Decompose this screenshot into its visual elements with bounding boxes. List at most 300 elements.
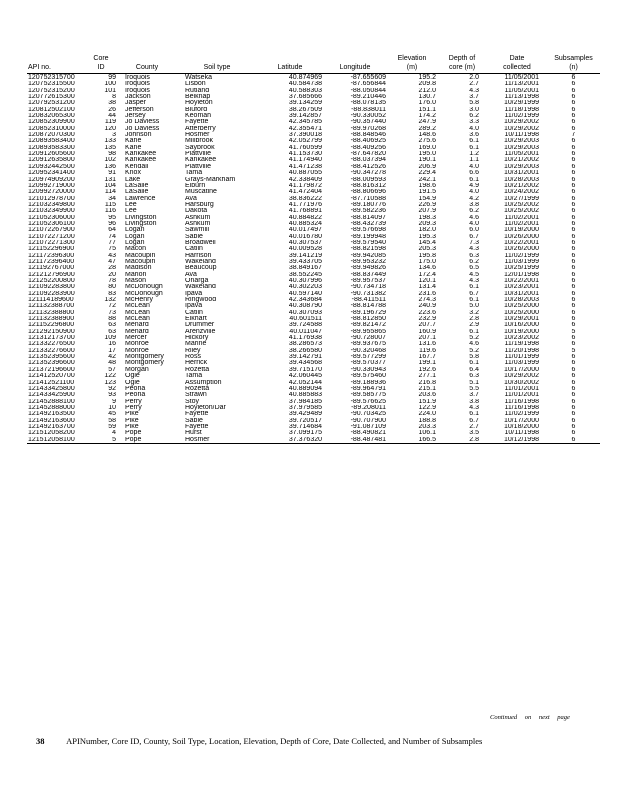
cell-latitude: 40.588303 [288, 87, 322, 94]
cell-core-id: 109 [104, 335, 116, 342]
cell-longitude: -87.710588 [350, 195, 386, 202]
cell-depth-of-core: 4.9 [469, 182, 479, 189]
cell-county: Iroquois [125, 74, 150, 81]
cell-county: Livingston [125, 214, 157, 221]
cell-subsamples: 6 [571, 423, 576, 430]
cell-date-collected: 11/02/1999 [504, 411, 539, 418]
cell-date-collected: 10/19/2000 [503, 328, 539, 335]
cell-depth-of-core: 4.3 [469, 87, 479, 94]
cell-county: Macoupin [125, 252, 156, 259]
cell-api-no: 121192767000 [28, 265, 75, 272]
cell-depth-of-core: 2.0 [469, 74, 479, 81]
cell-core-id: 92 [108, 385, 116, 392]
cell-longitude: -90.728007 [350, 335, 386, 342]
cell-subsamples: 6 [571, 227, 576, 234]
cell-latitude: 40.887055 [288, 170, 322, 177]
cell-soil-type: Ashkum [185, 220, 211, 227]
cell-elevation: 207.9 [418, 208, 436, 215]
cell-date-collected: 11/03/1999 [504, 258, 539, 265]
cell-county: McDonough [125, 284, 163, 291]
cell-date-collected: 10/12/1998 [487, 437, 547, 444]
cell-soil-type: Muscatine [185, 189, 217, 196]
cell-soil-type: Catlin [185, 246, 203, 253]
cell-subsamples: 6 [571, 119, 576, 126]
cell-api-no: 120852310000 [28, 125, 75, 132]
cell-core-id: 73 [108, 309, 116, 316]
cell-elevation: 203.6 [418, 392, 436, 399]
cell-elevation: 167.7 [418, 354, 436, 361]
cell-latitude: 37.685666 [288, 94, 322, 101]
cell-elevation: 231.6 [418, 290, 436, 297]
cell-latitude: 40.307996 [288, 278, 322, 284]
cell-depth-of-core: 3.7 [469, 392, 479, 399]
cell-depth-of-core: 4.2 [469, 195, 479, 202]
cell-core-id: 26 [108, 106, 116, 113]
cell-soil-type: Elkhart [185, 316, 207, 323]
cell-county: Madison [125, 265, 152, 272]
cell-depth-of-core: 6.2 [469, 208, 479, 215]
cell-api-no: 121512058100 [27, 437, 85, 444]
column-header-latitude [257, 55, 323, 64]
cell-api-no: 121332276500 [28, 341, 75, 348]
cell-longitude: -89.955865 [350, 328, 386, 335]
cell-elevation: 274.3 [418, 297, 436, 304]
cell-date-collected: 10/16/2000 [503, 322, 539, 329]
cell-longitude: -91.087109 [350, 423, 386, 430]
cell-county: Pope [117, 437, 177, 444]
cell-soil-type: Ava [185, 271, 197, 278]
cell-county: Macoupin [125, 258, 156, 265]
cell-date-collected: 10/29/2001 [503, 316, 539, 323]
cell-api-no: 120872070300 [28, 132, 75, 139]
cell-longitude: -88.078135 [350, 100, 386, 107]
cell-soil-type: Catlin [185, 309, 203, 316]
cell-depth-of-core: 3.3 [469, 119, 479, 126]
cell-longitude: -88.490821 [350, 430, 386, 437]
cell-soil-type: Stoy [185, 398, 200, 405]
cell-date-collected: 12/01/1998 [503, 271, 539, 278]
cell-date-collected: 10/23/2001 [503, 284, 539, 291]
cell-core-id: 38 [108, 100, 116, 107]
cell-soil-type: Elburn [185, 182, 206, 189]
cell-elevation: 224.0 [418, 411, 436, 418]
cell-county: Ogle [125, 373, 140, 380]
cell-date-collected: 10/29/2003 [503, 144, 539, 151]
cell-subsamples: 6 [571, 265, 576, 272]
cell-depth-of-core: 6.5 [469, 265, 479, 272]
cell-api-no: 121352395600 [28, 354, 75, 361]
cell-latitude: 41.176938 [288, 335, 322, 342]
header-row [27, 55, 600, 64]
cell-soil-type: Fayette [185, 119, 209, 126]
column-header-elevation: (m) [387, 64, 437, 74]
cell-longitude: -89.949826 [350, 265, 386, 272]
cell-longitude: -90.330052 [350, 113, 386, 120]
cell-county: Pope [125, 430, 142, 437]
cell-latitude: 42.345785 [288, 119, 322, 126]
column-header-county: County [117, 64, 177, 74]
cell-county: Lawrence [125, 195, 156, 202]
cell-elevation: 247.9 [418, 119, 436, 126]
cell-latitude: 40.011047 [289, 328, 322, 335]
cell-core-id: 104 [104, 182, 116, 189]
cell-subsamples: 6 [571, 246, 576, 253]
cell-county: Kankakee [125, 151, 157, 158]
column-header-date-collected: Date [509, 55, 525, 62]
cell-county: Peoria [125, 392, 146, 399]
cell-county: Peoria [125, 385, 146, 392]
cell-depth-of-core: 2.9 [469, 322, 479, 329]
cell-depth-of-core: 4.5 [469, 271, 479, 278]
cell-county: Knox [125, 170, 141, 177]
cell-latitude: 38.266580 [288, 347, 322, 354]
cell-depth-of-core: 6.1 [469, 360, 479, 367]
cell-longitude: -89.575460 [350, 373, 386, 380]
cell-date-collected: 10/29/2002 [503, 125, 539, 132]
cell-core-id: 116 [104, 208, 116, 215]
cell-latitude: 40.307093 [288, 309, 322, 316]
cell-soil-type: Hurst [185, 430, 202, 437]
cell-subsamples: 5 [571, 328, 576, 335]
cell-soil-type: Arenzville [185, 328, 216, 335]
cell-date-collected: 10/17/2000 [503, 366, 539, 373]
cell-county: Pike [125, 411, 139, 418]
cell-latitude: 39.142857 [288, 113, 322, 120]
cell-subsamples: 6 [571, 151, 576, 158]
cell-county: Iroquois [125, 81, 150, 88]
cell-soil-type: Bluford [185, 106, 208, 113]
cell-latitude: 42.052799 [288, 138, 322, 145]
cell-api-no: 121412520700 [28, 373, 75, 380]
cell-depth-of-core: 6.1 [469, 328, 479, 335]
cell-county: Logan [125, 227, 145, 234]
cell-date-collected: 10/25/2002 [503, 201, 539, 208]
cell-longitude: -90.734718 [350, 284, 386, 291]
column-header-depth-of-core: core (m) [437, 64, 487, 74]
cell-date-collected: 11/02/2001 [504, 220, 539, 227]
cell-elevation: 175.0 [418, 258, 436, 265]
cell-soil-type: Sawmill [185, 227, 210, 234]
cell-date-collected: 11/05/2001 [504, 74, 539, 81]
cell-latitude: 39.434568 [288, 360, 322, 367]
cell-core-id: 20 [108, 271, 116, 278]
cell-subsamples: 6 [571, 271, 576, 278]
cell-depth-of-core: 3.5 [469, 430, 479, 437]
cell-depth-of-core: 6.2 [469, 113, 479, 120]
cell-core-id: 102 [104, 157, 116, 164]
cell-core-id: 123 [104, 379, 116, 386]
cell-api-no: 121152296900 [28, 246, 75, 253]
cell-latitude: 42.343684 [288, 297, 322, 304]
table-caption: APINumber, Core ID, County, Soil Type, Location, Elevation, Depth of Core, Date Collected, and Number of Subsamples [66, 736, 483, 746]
cell-longitude: -88.838011 [351, 106, 386, 113]
cell-county: Perry [125, 398, 142, 405]
cell-longitude: -88.814788 [350, 303, 386, 310]
cell-latitude: 39.720517 [288, 417, 322, 424]
cell-county: Lee [125, 201, 137, 208]
cell-latitude: 39.715170 [288, 366, 322, 373]
cell-longitude: -89.576625 [350, 398, 386, 405]
cell-elevation: 277.1 [418, 373, 436, 380]
cell-depth-of-core: 3.0 [469, 106, 479, 113]
cell-elevation: 209.3 [418, 220, 436, 227]
cell-longitude: -88.050844 [350, 87, 386, 94]
cell-latitude: 40.308790 [288, 303, 322, 310]
table-row [27, 74, 600, 82]
cell-api-no: 120812502100 [28, 106, 75, 113]
cell-core-id: 28 [108, 265, 116, 272]
cell-latitude: 39.714684 [288, 423, 322, 430]
cell-elevation: 199.1 [418, 360, 436, 367]
cell-county: Jersey [125, 113, 146, 120]
cell-longitude: -87.656844 [350, 81, 386, 88]
cell-latitude: 40.885324 [288, 220, 322, 227]
column-header-elevation: Elevation [397, 55, 427, 62]
cell-soil-type: Strawn [185, 392, 207, 399]
cell-elevation: 148.6 [418, 132, 436, 139]
cell-county: Montgomery [125, 354, 164, 361]
cell-core-id: 59 [108, 423, 116, 430]
cell-latitude: 42.052144 [288, 379, 322, 386]
cell-api-no: 120852309900 [28, 119, 75, 126]
cell-elevation: 120.1 [418, 278, 436, 284]
cell-longitude: -90.731382 [350, 290, 386, 297]
column-header-depth-of-core: Depth of [448, 55, 476, 62]
cell-elevation: 188.8 [418, 417, 436, 424]
cell-elevation: 229.4 [418, 170, 436, 177]
cell-latitude: 42.338409 [288, 176, 322, 183]
cell-date-collected: 10/22/2001 [503, 239, 539, 246]
cell-elevation: 154.9 [418, 195, 436, 202]
cell-latitude: 38.286573 [288, 341, 322, 348]
cell-core-id: 3 [112, 132, 116, 139]
cell-core-id: 48 [108, 360, 116, 367]
cell-api-no: 121132388700 [28, 303, 75, 310]
cell-subsamples: 6 [571, 309, 576, 316]
cell-api-no: 121352396600 [28, 360, 75, 367]
cell-subsamples: 6 [571, 106, 576, 113]
cell-depth-of-core: 6.1 [469, 176, 479, 183]
cell-core-id: 115 [104, 201, 116, 208]
cell-county: Marion [125, 271, 147, 278]
cell-subsamples: 6 [571, 176, 576, 183]
cell-county: Morgan [125, 366, 149, 373]
cell-soil-type: Hoyleton/Dar [185, 404, 226, 411]
cell-county: Lake [125, 176, 141, 183]
cell-depth-of-core: 4.3 [469, 278, 479, 284]
cell-county: Pike [125, 417, 139, 424]
cell-core-id: 72 [108, 303, 116, 310]
cell-api-no: 120832065300 [28, 113, 75, 120]
cell-county: Lee [125, 208, 137, 215]
cell-depth-of-core: 4.6 [469, 214, 479, 221]
cell-api-no: 121332276600 [28, 347, 75, 354]
cell-api-no: 121372196600 [28, 366, 75, 373]
cell-api-no: 121072271300 [28, 239, 75, 246]
cell-subsamples: 6 [571, 100, 576, 107]
cell-depth-of-core: 3.7 [469, 94, 479, 101]
column-header-core-id: ID [85, 64, 117, 74]
cell-date-collected: 10/25/2000 [503, 303, 539, 310]
continued-note: Continued on next page [490, 714, 570, 721]
cell-date-collected: 11/01/2001 [504, 392, 539, 399]
cell-date-collected: 11/16/1998 [504, 404, 539, 411]
cell-latitude: 37.099175 [288, 430, 322, 437]
cell-subsamples: 6 [571, 385, 576, 392]
cell-core-id: 10 [108, 404, 116, 411]
cell-county: McLean [125, 303, 150, 310]
cell-soil-type: Ipava [185, 303, 203, 310]
cell-core-id: 63 [108, 328, 116, 335]
cell-elevation: 151.1 [418, 106, 436, 113]
cell-date-collected: 11/02/1999 [504, 113, 539, 120]
cell-county: Mason [125, 278, 147, 284]
cell-elevation: 106.1 [418, 430, 436, 437]
cell-longitude: -90.330943 [350, 366, 386, 373]
cell-county: Ogle [125, 379, 140, 386]
cell-soil-type: Ringwood [185, 297, 217, 304]
column-header-api-no: API no. [27, 64, 85, 74]
cell-latitude: 39.429489 [288, 411, 322, 418]
cell-latitude: 38.552245 [288, 271, 322, 278]
cell-core-id: 16 [108, 341, 116, 348]
cell-date-collected: 11/05/2001 [504, 151, 539, 158]
cell-api-no: 120932442500 [28, 163, 75, 170]
cell-county: Menard [125, 328, 149, 335]
cell-longitude: -90.703425 [350, 411, 386, 418]
cell-elevation: 240.9 [418, 303, 436, 310]
cell-depth-of-core: 3.8 [469, 201, 479, 208]
cell-latitude: 40.884822 [288, 214, 322, 221]
cell-elevation: 191.5 [418, 189, 436, 196]
cell-elevation: 122.9 [418, 404, 436, 411]
cell-county: Iroquois [125, 87, 150, 94]
cell-api-no: 120792531200 [28, 100, 75, 107]
cell-depth-of-core: 6.0 [469, 227, 479, 234]
cell-date-collected: 10/21/2002 [503, 157, 539, 164]
cell-elevation: 212.0 [418, 87, 436, 94]
cell-api-no: 121072267900 [28, 227, 75, 234]
cell-depth-of-core: 6.1 [469, 144, 479, 151]
cell-depth-of-core: 3.8 [469, 398, 479, 405]
cell-api-no: 121452888000 [28, 404, 75, 411]
cell-date-collected: 11/19/1998 [504, 341, 539, 348]
cell-longitude: -89.210446 [350, 94, 386, 101]
cell-county: Mercer [125, 335, 147, 342]
cell-soil-type: Fayette [185, 423, 209, 430]
cell-county: McLean [125, 316, 150, 323]
cell-latitude: 40.889094 [288, 385, 322, 392]
cell-date-collected: 10/26/2000 [503, 233, 539, 240]
cell-api-no: 121072271200 [28, 233, 75, 240]
cell-api-no: 121412521100 [28, 379, 75, 386]
cell-latitude: 41.471238 [288, 163, 322, 170]
cell-core-id: 42 [108, 354, 116, 361]
cell-depth-of-core: 4.3 [469, 404, 479, 411]
cell-soil-type: Rozetta [185, 366, 210, 373]
cell-api-no: 120992719000 [28, 182, 75, 189]
cell-depth-of-core: 6.3 [469, 373, 479, 380]
cell-subsamples: 6 [571, 373, 576, 380]
cell-subsamples: 6 [571, 220, 576, 227]
cell-subsamples: 6 [571, 74, 576, 81]
cell-subsamples: 6 [571, 182, 576, 189]
cell-county: Perry [125, 404, 142, 411]
cell-api-no: 121092283800 [28, 284, 75, 291]
cell-soil-type: Ashkum [185, 214, 211, 221]
cell-latitude: 37.984185 [288, 398, 322, 405]
cell-date-collected: 10/25/2000 [503, 309, 539, 316]
cell-soil-type: Keomah [185, 113, 212, 120]
cell-latitude: 40.302203 [288, 284, 322, 291]
cell-api-no: 121114189600 [28, 297, 74, 304]
cell-elevation: 131.4 [418, 284, 436, 291]
cell-soil-type: Sable [185, 417, 203, 424]
cell-county: Kendall [125, 163, 149, 170]
cell-subsamples: 6 [571, 335, 576, 342]
cell-soil-type: Harrison [185, 252, 212, 259]
cell-soil-type: Harsburg [185, 201, 214, 208]
cell-county: Jo Daviess [125, 119, 160, 126]
cell-longitude: -88.814097 [350, 214, 386, 221]
cell-core-id: 96 [108, 220, 116, 227]
cell-core-id: 120 [104, 125, 116, 132]
cell-subsamples: 6 [571, 430, 576, 437]
cell-subsamples: 6 [571, 411, 576, 418]
cell-subsamples: 6 [571, 214, 576, 221]
cell-subsamples: 6 [571, 284, 576, 291]
cell-soil-type: Watseka [185, 74, 212, 81]
cell-latitude: 40.885883 [288, 392, 322, 399]
cell-longitude: -88.009593 [350, 176, 386, 183]
cell-longitude: -89.180776 [350, 201, 386, 208]
cell-api-no: 121092283900 [28, 290, 75, 297]
cell-longitude: -89.821472 [350, 322, 386, 329]
cell-api-no: 121052306000 [28, 214, 75, 221]
cell-longitude: -88.409256 [350, 144, 386, 151]
cell-api-no: 121452888100 [28, 398, 75, 405]
cell-core-id: 34 [108, 195, 116, 202]
cell-subsamples: 6 [571, 125, 576, 132]
cell-county: Jasper [125, 100, 147, 107]
cell-api-no: 120893583300 [28, 144, 75, 151]
cell-depth-of-core: 6.7 [469, 417, 479, 424]
cell-longitude: -89.582236 [350, 208, 386, 215]
cell-elevation: 206.9 [418, 163, 436, 170]
cell-longitude: -89.196729 [350, 309, 386, 316]
cell-depth-of-core: 6.7 [469, 233, 479, 240]
cell-soil-type: Marine [185, 341, 207, 348]
cell-subsamples: 6 [571, 195, 576, 202]
cell-api-no: 121212796900 [28, 271, 75, 278]
header-row [27, 64, 600, 74]
cell-longitude: -88.411511 [351, 297, 386, 304]
cell-date-collected: 10/29/2003 [503, 138, 539, 145]
cell-longitude: -90.707900 [350, 417, 386, 424]
cell-date-collected: 10/28/2003 [503, 297, 539, 304]
cell-elevation: 232.9 [418, 316, 436, 323]
cell-soil-type: Lisbon [185, 81, 206, 88]
cell-soil-type: Wakeland [185, 284, 216, 291]
cell-elevation: 198.3 [418, 214, 436, 221]
cell-date-collected: 10/26/2000 [503, 246, 539, 253]
cell-elevation: 169.0 [418, 144, 436, 151]
cell-county: McLean [125, 309, 150, 316]
cell-elevation: 289.2 [418, 125, 436, 132]
cell-latitude: 38.267509 [288, 106, 322, 113]
cell-core-id: 99 [108, 74, 116, 81]
cell-latitude: 40.874969 [288, 74, 322, 81]
